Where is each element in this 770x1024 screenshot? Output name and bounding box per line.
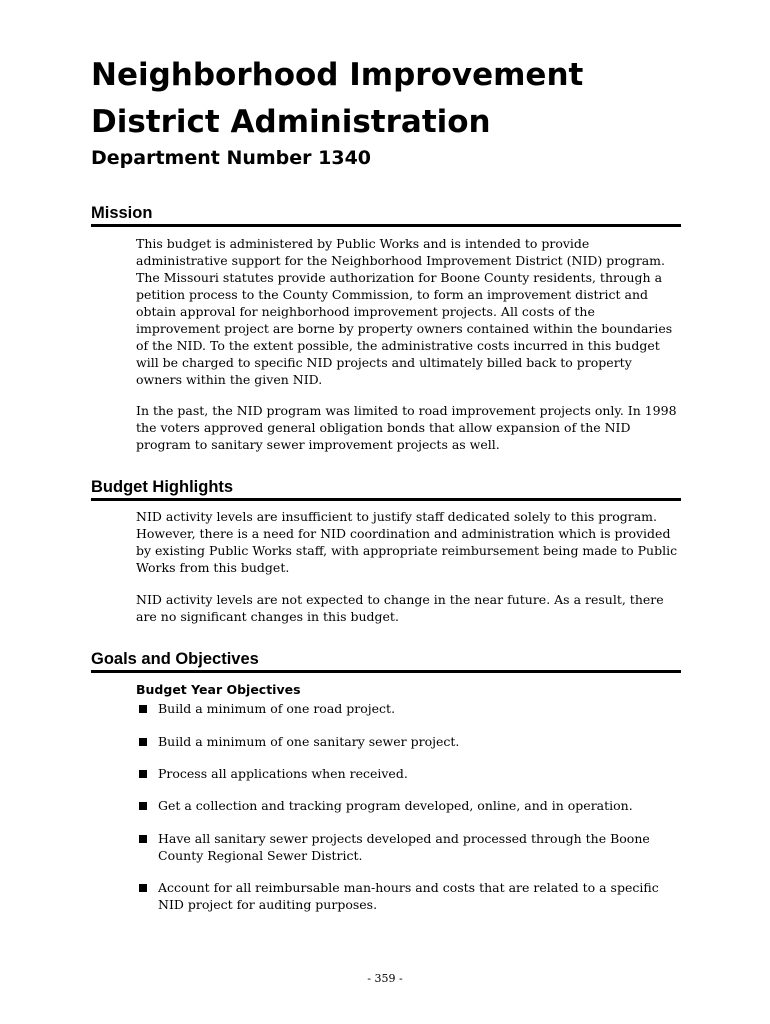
objective-text: Have all sanitary sewer projects developed and processed through the Boone County Regional Sewer District. [158, 831, 650, 863]
square-bullet-icon [139, 884, 147, 892]
objective-text: Build a minimum of one road project. [158, 701, 396, 716]
objective-item [136, 830, 681, 864]
page-number: - 359 - [367, 972, 403, 985]
square-bullet-icon [139, 705, 147, 713]
mission-paragraph-1: This budget is administered by Public Works and is intended to provide administrative support for the Neighborhood Improvement District (NID) program. The Missouri statutes provide authorization for Boone County residents, through a petition process to the County Commission, to form an improvement district and obtain approval for neighborhood improvement projects. All costs of the improvement project are borne by property owners contained within the boundaries of the NID. To the extent possible, the administrative costs incurred in this budget will be charged to specific NID projects and ultimately billed back to property owners within the given NID. [136, 236, 673, 387]
objective-item [136, 765, 681, 782]
budget-highlights-heading: Budget Highlights [91, 477, 681, 501]
goals-heading: Goals and Objectives [91, 649, 681, 673]
square-bullet-icon [139, 802, 147, 810]
objective-item [136, 700, 681, 717]
objective-item [136, 879, 681, 913]
objective-item [136, 733, 681, 750]
department-number: Department Number 1340 [91, 147, 372, 169]
budget-year-objectives-heading: Budget Year Objectives [136, 682, 301, 697]
objective-text: Build a minimum of one sanitary sewer project. [158, 734, 460, 749]
budget-highlights-paragraph-2: NID activity levels are not expected to change in the near future. As a result, there are no significant changes in this budget. [136, 592, 664, 624]
document-title: Neighborhood Improvement District Administration [91, 57, 584, 140]
square-bullet-icon [139, 738, 147, 746]
square-bullet-icon [139, 835, 147, 843]
square-bullet-icon [139, 770, 147, 778]
objective-item [136, 797, 681, 814]
budget-highlights-paragraph-1: NID activity levels are insufficient to justify staff dedicated solely to this program. However, there is a need for NID coordination and administration which is provided by existing Public Works staff, with appropriate reimbursement being made to Public Works from this budget. [136, 509, 678, 575]
objective-text: Account for all reimbursable man-hours and costs that are related to a specific NID project for auditing purposes. [158, 880, 659, 912]
objective-text: Get a collection and tracking program developed, online, and in operation. [158, 798, 633, 813]
mission-paragraph-2: In the past, the NID program was limited to road improvement projects only. In 1998 the voters approved general obligation bonds that allow expansion of the NID program to sanitary sewer improvement projects as well. [136, 403, 677, 452]
objective-text: Process all applications when received. [158, 766, 408, 781]
mission-heading: Mission [91, 203, 681, 227]
